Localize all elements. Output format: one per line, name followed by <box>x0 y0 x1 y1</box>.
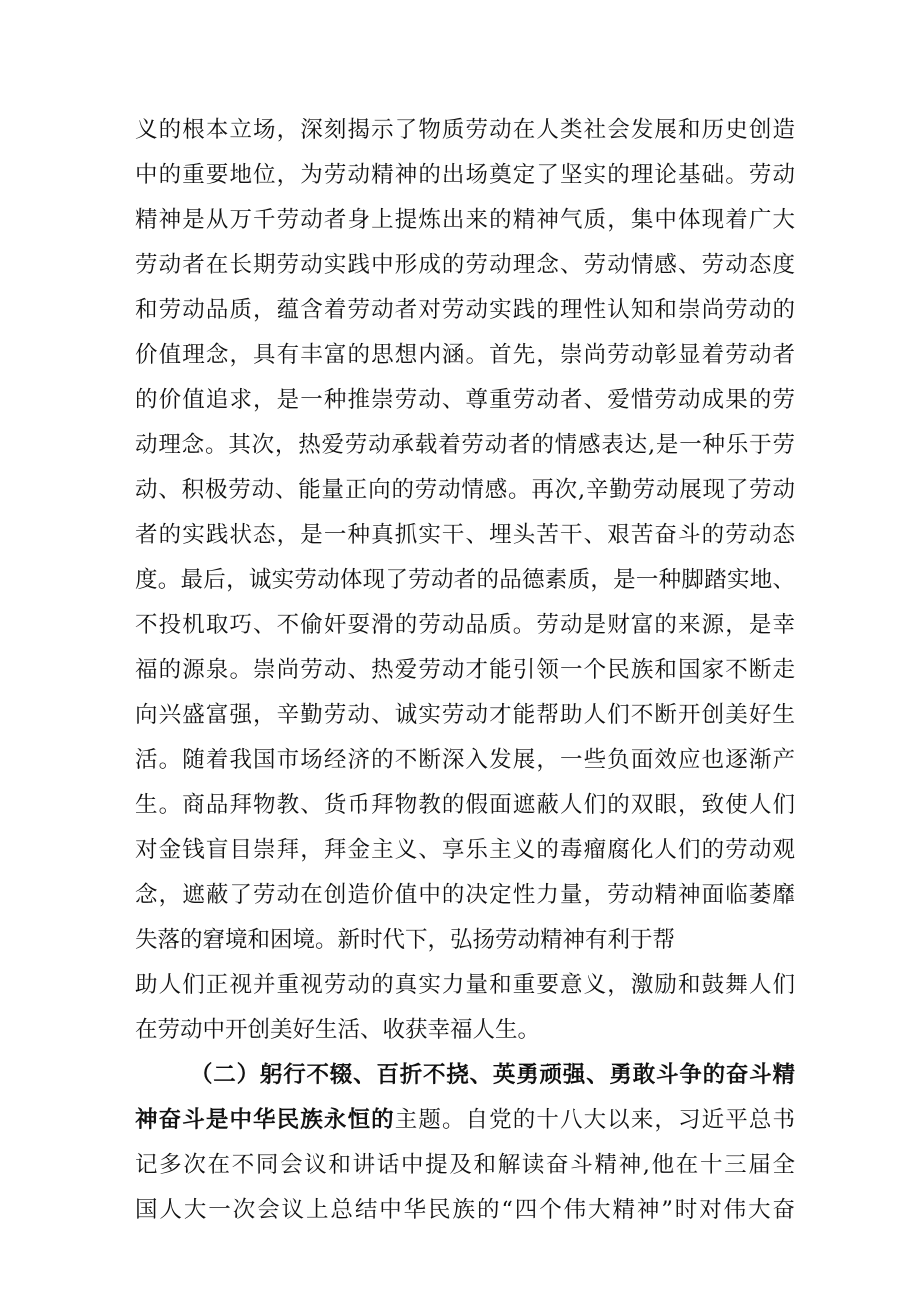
body-text-line: 对金钱盲目崇拜，拜金主义、享乐主义的毒瘤腐化人们的劳动观 <box>135 837 795 863</box>
body-text-line: 活。随着我国市场经济的不断深入发展，一些负面效应也逐渐产 <box>135 747 795 773</box>
body-text-line: 生。商品拜物教、货币拜物教的假面遮蔽人们的双眼，致使人们 <box>135 792 795 818</box>
body-text-line: 价值理念，具有丰富的思想内涵。首先，崇尚劳动彰显着劳动者 <box>135 342 795 368</box>
body-text-line: 义的根本立场，深刻揭示了物质劳动在人类社会发展和历史创造 <box>135 117 795 143</box>
body-text-line: 和劳动品质，蕴含着劳动者对劳动实践的理性认知和崇尚劳动的 <box>135 297 795 323</box>
body-text-line: 者的实践状态，是一种真抓实干、埋头苦干、艰苦奋斗的劳动态 <box>135 522 795 548</box>
body-text-line: 中的重要地位，为劳动精神的出场奠定了坚实的理论基础。劳动 <box>135 162 795 188</box>
body-text-line: 精神是从万千劳动者身上提炼出来的精神气质，集中体现着广大 <box>135 207 795 233</box>
section-heading: （二）躬行不辍、百折不挠、英勇顽强、勇敢斗争的奋斗精 <box>190 1062 795 1088</box>
paragraph-end-line: 在劳动中开创美好生活、收获幸福人生。 <box>135 1017 541 1043</box>
body-text-line: 记多次在不同会议和讲话中提及和解读奋斗精神,他在十三届全 <box>135 1152 795 1178</box>
body-text-line: 劳动者在长期劳动实践中形成的劳动理念、劳动情感、劳动态度 <box>135 252 795 278</box>
body-text-line: 福的源泉。崇尚劳动、热爱劳动才能引领一个民族和国家不断走 <box>135 657 795 683</box>
body-text-line: 失落的窘境和困境。新时代下，弘扬劳动精神有利于帮 <box>135 927 676 953</box>
body-text-line: 动、积极劳动、能量正向的劳动情感。再次,辛勤劳动展现了劳动 <box>135 477 795 503</box>
section-heading-bold-part: 神奋斗是中华民族永恒的 <box>135 1107 395 1133</box>
body-text-line: 不投机取巧、不偷奸耍滑的劳动品质。劳动是财富的来源，是幸 <box>135 612 795 638</box>
section-body-start: 主题。自党的十八大以来，习近平总书 <box>394 1107 795 1133</box>
body-text-line: 念，遮蔽了劳动在创造价值中的决定性力量，劳动精神面临萎靡 <box>135 882 795 908</box>
body-text-line: 的价值追求，是一种推崇劳动、尊重劳动者、爱惜劳动成果的劳 <box>135 387 795 413</box>
body-text-line: 助人们正视并重视劳动的真实力量和重要意义，激励和鼓舞人们 <box>135 972 795 998</box>
body-text-line: 度。最后，诚实劳动体现了劳动者的品德素质，是一种脚踏实地、 <box>135 567 795 593</box>
section-heading-continuation <box>135 1098 795 1142</box>
body-text-line: 向兴盛富强，辛勤劳动、诚实劳动才能帮助人们不断开创美好生 <box>135 702 795 728</box>
body-text-line: 动理念。其次，热爱劳动承载着劳动者的情感表达,是一种乐于劳 <box>135 432 795 458</box>
body-text-line: 国人大一次会议上总结中华民族的“四个伟大精神”时对伟大奋 <box>135 1197 795 1223</box>
